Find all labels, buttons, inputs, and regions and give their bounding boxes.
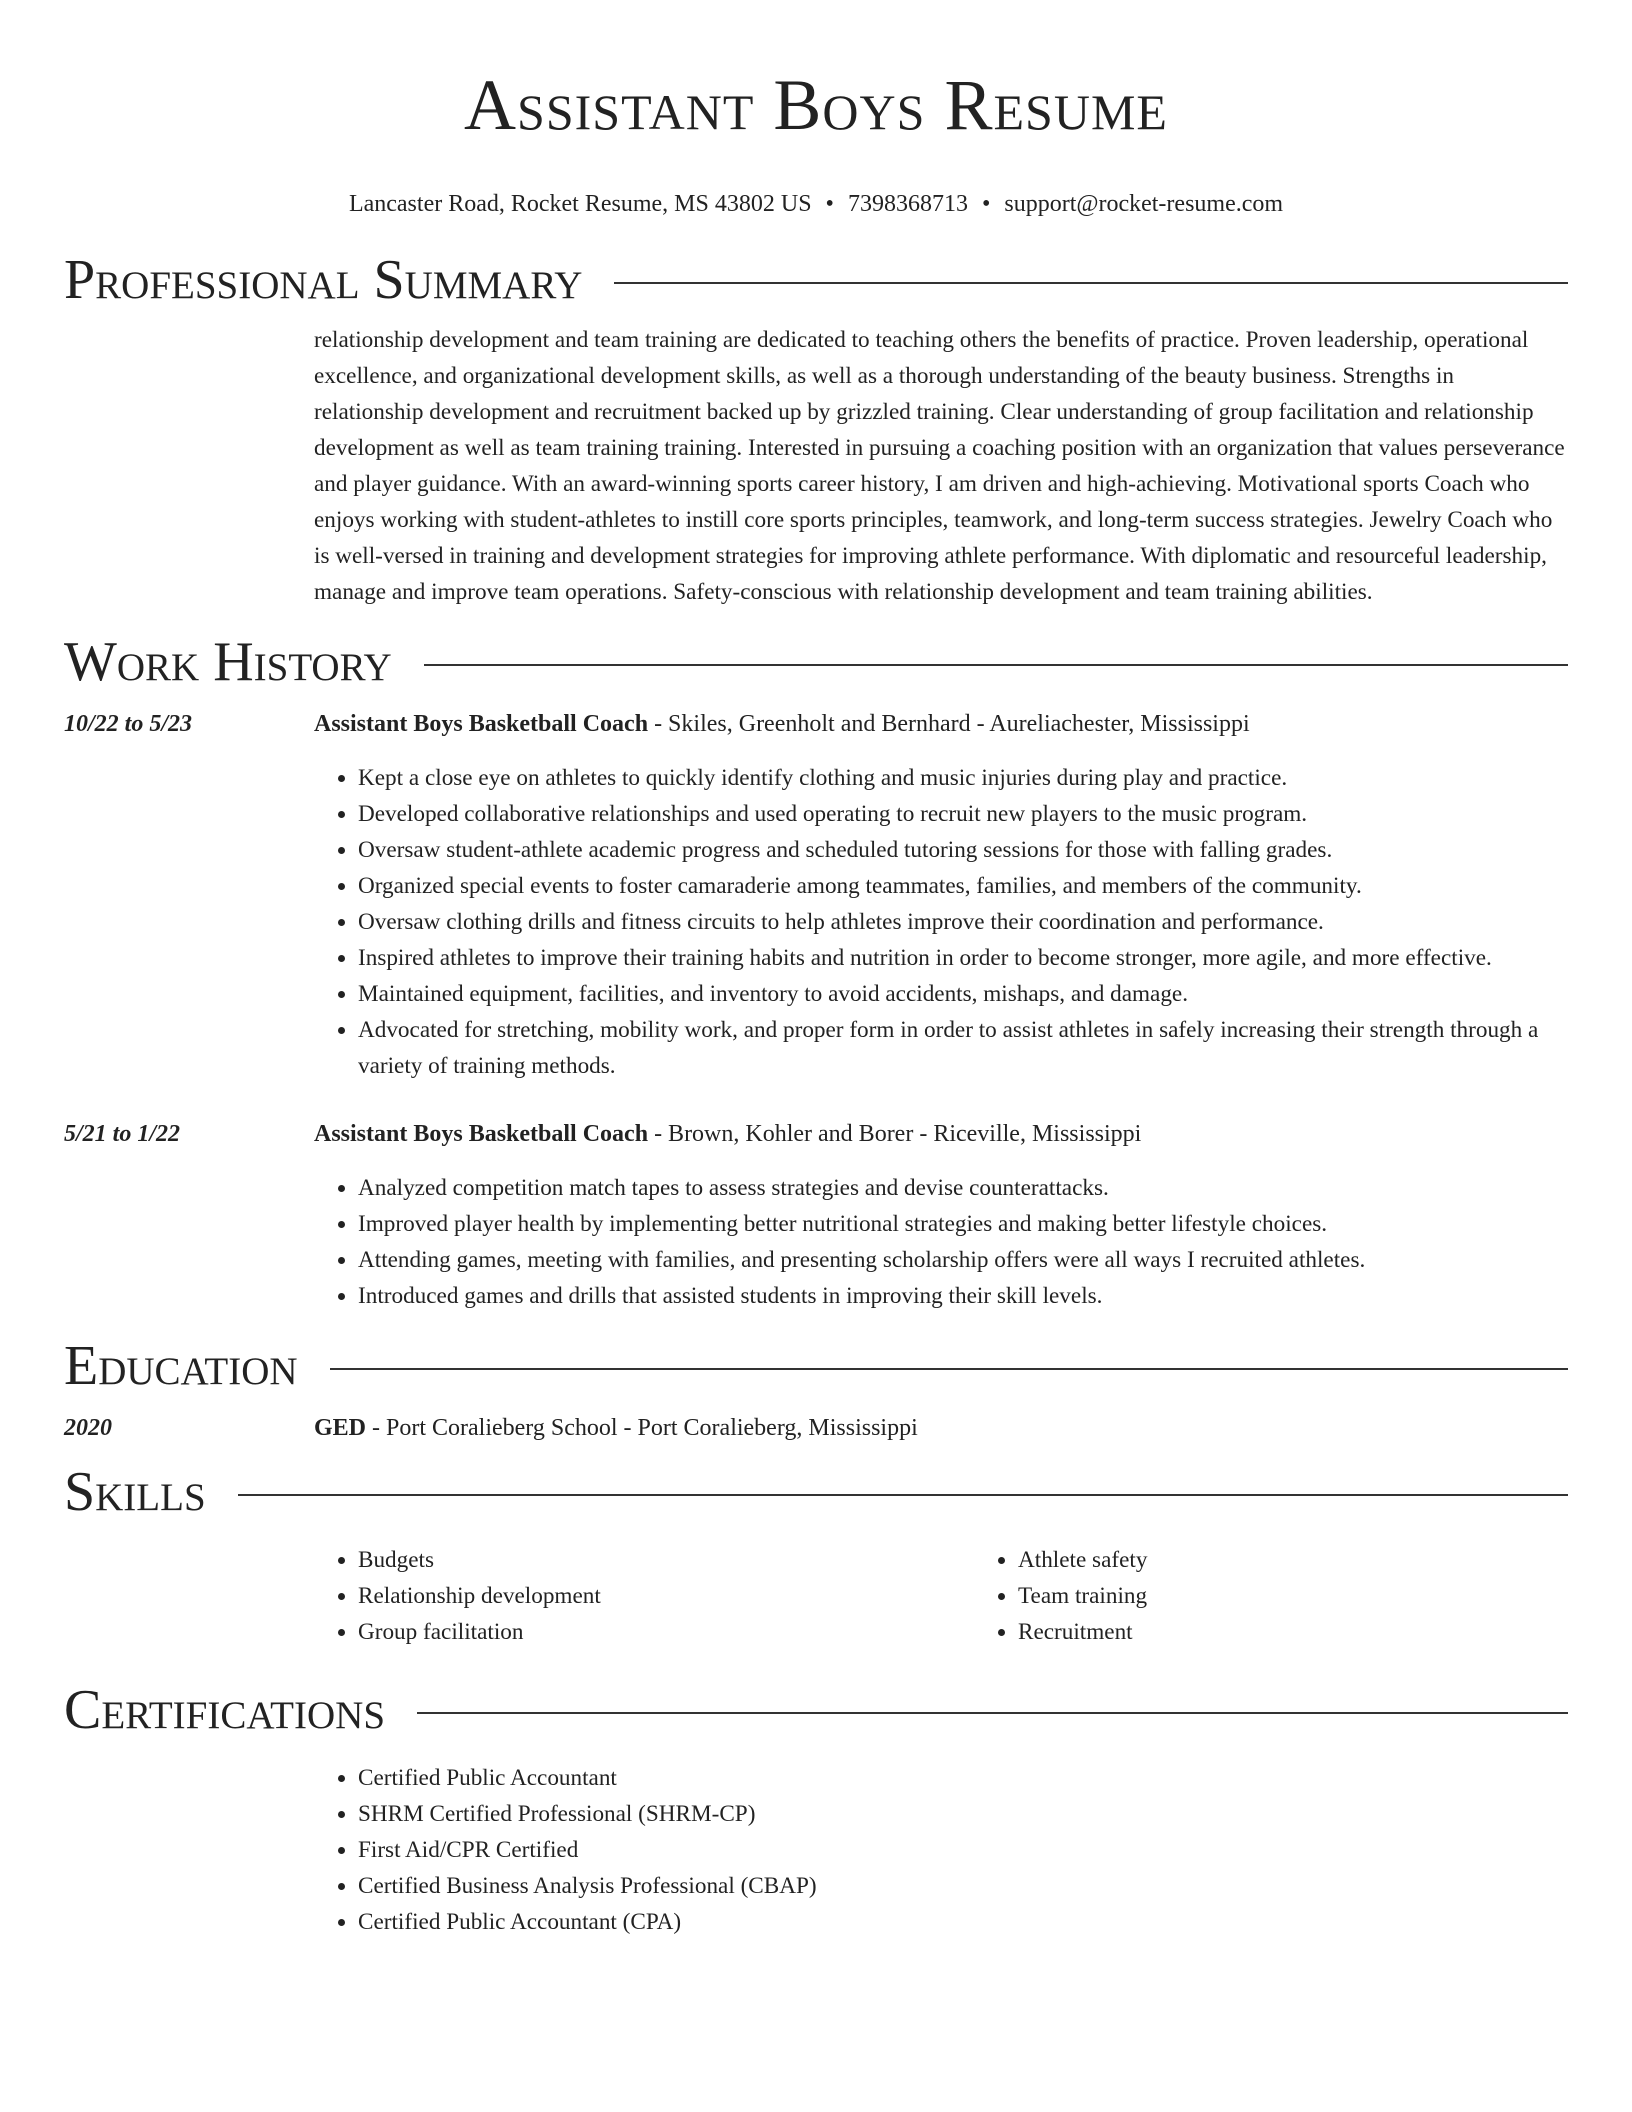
list-item: • Analyzed competition match tapes to assess strategies and devise counterattacks. [358, 1170, 1568, 1206]
contact-line [64, 188, 1568, 220]
contact-email: support@rocket-resume.com [1004, 191, 1284, 217]
skills-column-2 [974, 1542, 1568, 1650]
skills-heading: Skills [64, 1461, 206, 1523]
job-bullets [314, 760, 1568, 1084]
job-bullets-row [64, 1170, 1568, 1314]
section-divider [238, 1494, 1568, 1496]
contact-address: Lancaster Road, Rocket Resume, MS 43802 US [348, 191, 812, 217]
certification-item: • First Aid/CPR Certified [358, 1832, 1568, 1868]
skills-grid [314, 1542, 1568, 1650]
certifications-list [314, 1760, 1568, 1940]
certification-item: • Certified Public Accountant (CPA) [358, 1904, 1568, 1940]
job-heading [314, 706, 1568, 742]
certification-item: • Certified Business Analysis Professional (CBAP) [358, 1868, 1568, 1904]
summary-section-header [64, 250, 1568, 310]
certification-item: • Certified Public Accountant [358, 1760, 1568, 1796]
summary-text: relationship development and team training are dedicated to teaching others the benefits of practice. Proven leadership, operational excellence, and organizational development skills, as well as a thorough understanding of the beauty business. Strengths in relationship development and recruitment backed up by grizzled training. Clear understanding of group facilitation and relationship development as well as team training training. Interested in pursuing a coaching position with an organization that values perseverance and player guidance. With an award-winning sports career history, I am driven and high-achieving. Motivational sports Coach who enjoys working with student-athletes to instill core sports principles, teamwork, and long-term success strategies. Jewelry Coach who is well-versed in training and development strategies for improving athlete performance. With diplomatic and resourceful leadership, manage and improve team operations. Safety-conscious with relationship development and team training abilities. [314, 327, 1565, 605]
certifications-row [64, 1760, 1568, 1940]
job-bullets-row [64, 760, 1568, 1084]
skill-item: • Athlete safety [1018, 1542, 1568, 1578]
skill-item: • Budgets [358, 1542, 974, 1578]
skill-item: • Relationship development [358, 1578, 974, 1614]
job-entry [64, 706, 1568, 742]
job-bullets [314, 1170, 1568, 1314]
skill-item: • Group facilitation [358, 1614, 974, 1650]
education-heading: Education [64, 1335, 298, 1397]
education-degree: GED [314, 1415, 367, 1441]
education-section-header [64, 1336, 1568, 1396]
skill-item: • Team training [1018, 1578, 1568, 1614]
job-employer-location: - Skiles, Greenholt and Bernhard - Aureliachester, Mississippi [648, 711, 1250, 737]
list-item: • Advocated for stretching, mobility work, and proper form in order to assist athletes in safely increasing their strength through a variety of training methods. [358, 1012, 1568, 1084]
list-item: • Introduced games and drills that assisted students in improving their skill levels. [358, 1278, 1568, 1314]
certifications-heading: Certifications [64, 1679, 386, 1741]
list-item: • Developed collaborative relationships and used operating to recruit new players to the music program. [358, 796, 1568, 832]
certifications-section-header [64, 1680, 1568, 1740]
education-school-location: - Port Coralieberg School - Port Coralieberg, Mississippi [366, 1415, 918, 1441]
list-item: • Kept a close eye on athletes to quickly identify clothing and music injuries during play and practice. [358, 760, 1568, 796]
job-employer-location: - Brown, Kohler and Borer - Riceville, Mississippi [648, 1121, 1142, 1147]
job-heading [314, 1116, 1568, 1152]
list-item: • Attending games, meeting with families, and presenting scholarship offers were all ways I recruited athletes. [358, 1242, 1568, 1278]
list-item: • Organized special events to foster camaraderie among teammates, families, and members of the community. [358, 868, 1568, 904]
skills-column-1 [314, 1542, 974, 1650]
section-divider [614, 282, 1568, 284]
job-entry [64, 1116, 1568, 1152]
section-divider [330, 1368, 1568, 1370]
summary-heading: Professional Summary [64, 249, 583, 311]
list-item: • Improved player health by implementing better nutritional strategies and making better lifestyle choices. [358, 1206, 1568, 1242]
section-divider [417, 1712, 1568, 1714]
education-heading-line [314, 1410, 1568, 1446]
job-dates: 5/21 to 1/22 [64, 1121, 181, 1147]
education-year: 2020 [64, 1415, 112, 1441]
list-item: • Maintained equipment, facilities, and inventory to avoid accidents, mishaps, and damage. [358, 976, 1568, 1012]
certification-item: • SHRM Certified Professional (SHRM-CP) [358, 1796, 1568, 1832]
skill-item: • Recruitment [1018, 1614, 1568, 1650]
work-section-header [64, 632, 1568, 692]
list-item: • Inspired athletes to improve their training habits and nutrition in order to become stronger, more agile, and more effective. [358, 940, 1568, 976]
contact-separator: • [981, 191, 991, 217]
resume-title: Assistant Boys Resume [464, 65, 1168, 145]
work-heading: Work History [64, 631, 392, 693]
section-divider [424, 664, 1568, 666]
contact-separator: • [825, 191, 834, 217]
job-title: Assistant Boys Basketball Coach [314, 1121, 649, 1147]
list-item: • Oversaw clothing drills and fitness circuits to help athletes improve their coordination and performance. [358, 904, 1568, 940]
education-entry [64, 1410, 1568, 1446]
list-item: • Oversaw student-athlete academic progress and scheduled tutoring sessions for those with falling grades. [358, 832, 1568, 868]
job-title: Assistant Boys Basketball Coach [314, 711, 649, 737]
job-dates: 10/22 to 5/23 [64, 711, 193, 737]
skills-section-header [64, 1462, 1568, 1522]
contact-phone: 7398368713 [847, 191, 968, 217]
